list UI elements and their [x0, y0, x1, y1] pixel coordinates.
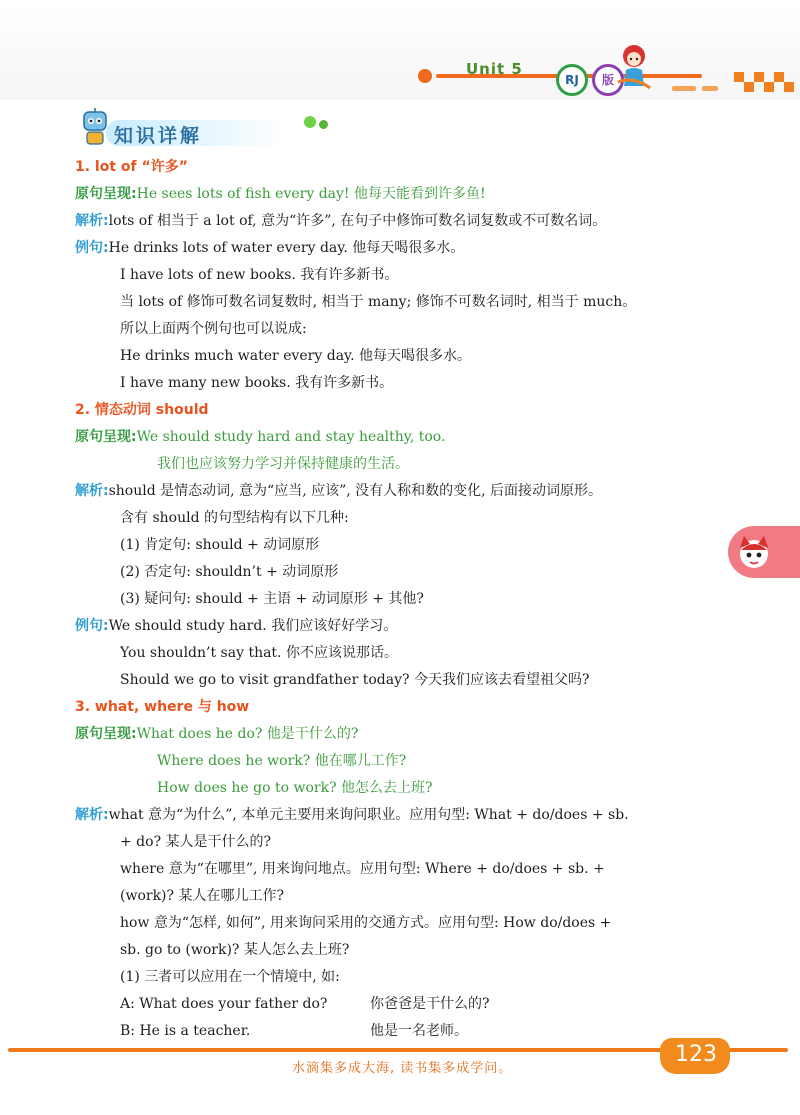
line-label: 解析:	[75, 483, 109, 499]
robot-mascot-icon	[78, 108, 112, 148]
section-heading	[75, 154, 735, 181]
dialog-line	[75, 1018, 735, 1045]
line-text: lots of 相当于 a lot of, 意为“许多”, 在句子中修饰可数名词复数或不可数名词。	[108, 213, 607, 229]
body-line	[75, 343, 735, 370]
side-tab	[728, 526, 800, 578]
line-text: should 是情态动词, 意为“应当, 应该”, 没有人称和数的变化, 后面接动词原形。	[108, 483, 603, 499]
section-badge	[72, 106, 262, 150]
labeled-line	[75, 802, 735, 829]
unit-label: Unit 5	[466, 60, 523, 78]
dialog-english: A: What does your father do?	[120, 996, 328, 1012]
line-text: Should we go to visit grandfather today? 今天我们应该去看望祖父吗?	[120, 672, 590, 688]
dialog-translation: 他是一名老师。	[370, 1023, 468, 1039]
footer-motto: 水滴集多成大海, 读书集多成学问。	[292, 1061, 513, 1076]
header-decoration	[702, 86, 718, 91]
edition-badge: 版	[592, 64, 624, 96]
line-label: 解析:	[75, 807, 109, 823]
body-line	[75, 775, 735, 802]
body-line	[75, 451, 735, 478]
labeled-line	[75, 478, 735, 505]
body-line	[75, 910, 735, 937]
cartoon-face-icon	[734, 532, 774, 572]
line-text: how 意为“怎样, 如何”, 用来询问采用的交通方式。应用句型: How do/does +	[120, 915, 612, 931]
header-decoration	[754, 72, 764, 82]
body-line	[75, 316, 735, 343]
body-line	[75, 640, 735, 667]
header-decoration	[784, 82, 794, 92]
page-header	[0, 0, 800, 100]
rj-badge: RJ	[556, 64, 588, 96]
line-text: We should study hard and stay healthy, too.	[136, 429, 446, 445]
body-line	[75, 856, 735, 883]
section-dot	[319, 120, 328, 129]
dialog-english: B: He is a teacher.	[120, 1023, 251, 1039]
line-text: (1) 肯定句: should + 动词原形	[120, 537, 320, 553]
body-line	[75, 829, 735, 856]
line-text: what 意为“为什么”, 本单元主要用来询问职业。应用句型: What + do/does + sb.	[108, 807, 629, 823]
header-decoration	[734, 72, 744, 82]
line-label: 原句呈现:	[75, 429, 137, 445]
header-decoration	[672, 86, 696, 91]
body-line	[75, 289, 735, 316]
line-text: 当 lots of 修饰可数名词复数时, 相当于 many; 修饰不可数名词时, 相当于 much。	[120, 294, 637, 310]
body-line	[75, 370, 735, 397]
line-text: Where does he work? 他在哪儿工作?	[157, 753, 407, 769]
line-text: He sees lots of fish every day! 他每天能看到许多鱼!	[136, 186, 486, 202]
header-decoration	[764, 82, 774, 92]
line-text: sb. go to (work)? 某人怎么去上班?	[120, 942, 350, 958]
body-line	[75, 559, 735, 586]
line-label: 例句:	[75, 618, 109, 634]
section-heading	[75, 397, 735, 424]
body-line	[75, 748, 735, 775]
body-line	[75, 505, 735, 532]
line-text: (1) 三者可以应用在一个情境中, 如:	[120, 969, 340, 985]
line-text: (work)? 某人在哪儿工作?	[120, 888, 284, 904]
labeled-line	[75, 613, 735, 640]
mascot-girl-icon	[614, 42, 654, 92]
line-text: (3) 疑问句: should + 主语 + 动词原形 + 其他?	[120, 591, 424, 607]
header-decoration	[744, 82, 754, 92]
section-heading	[75, 694, 735, 721]
line-text: What does he do? 他是干什么的?	[136, 726, 359, 742]
line-label: 例句:	[75, 240, 109, 256]
body-line	[75, 667, 735, 694]
line-text: 含有 should 的句型结构有以下几种:	[120, 510, 349, 526]
line-text: We should study hard. 我们应该好好学习。	[108, 618, 398, 634]
section-dot	[304, 116, 316, 128]
line-text: How does he go to work? 他怎么去上班?	[157, 780, 433, 796]
section-title: 知识详解	[114, 125, 203, 147]
body-line	[75, 964, 735, 991]
line-label: 解析:	[75, 213, 109, 229]
line-text: I have many new books. 我有许多新书。	[120, 375, 394, 391]
dialog-line	[75, 991, 735, 1018]
labeled-line	[75, 181, 735, 208]
line-text: I have lots of new books. 我有许多新书。	[120, 267, 399, 283]
line-text: He drinks lots of water every day. 他每天喝很多水。	[108, 240, 465, 256]
line-label: 原句呈现:	[75, 186, 137, 202]
line-text: 所以上面两个例句也可以说成:	[120, 321, 307, 337]
labeled-line	[75, 721, 735, 748]
body-line	[75, 937, 735, 964]
heading-text: 1. lot of “许多”	[75, 159, 188, 175]
body-line	[75, 586, 735, 613]
line-text: You shouldn’t say that. 你不应该说那话。	[120, 645, 398, 661]
header-dot	[418, 69, 432, 83]
labeled-line	[75, 208, 735, 235]
dialog-translation: 你爸爸是干什么的?	[370, 996, 490, 1012]
page-number: 123	[675, 1042, 717, 1067]
header-decoration	[774, 72, 784, 82]
body-line	[75, 883, 735, 910]
labeled-line	[75, 424, 735, 451]
line-text: + do? 某人是干什么的?	[120, 834, 272, 850]
line-text: where 意为“在哪里”, 用来询问地点。应用句型: Where + do/does + sb. +	[120, 861, 605, 877]
line-text: 我们也应该努力学习并保持健康的生活。	[157, 456, 409, 472]
heading-text: 2. 情态动词 should	[75, 402, 209, 418]
line-text: He drinks much water every day. 他每天喝很多水。	[120, 348, 471, 364]
line-text: (2) 否定句: shouldn’t + 动词原形	[120, 564, 339, 580]
body-line	[75, 532, 735, 559]
lesson-content	[75, 154, 735, 1045]
line-label: 原句呈现:	[75, 726, 137, 742]
heading-text: 3. what, where 与 how	[75, 699, 250, 715]
labeled-line	[75, 235, 735, 262]
body-line	[75, 262, 735, 289]
